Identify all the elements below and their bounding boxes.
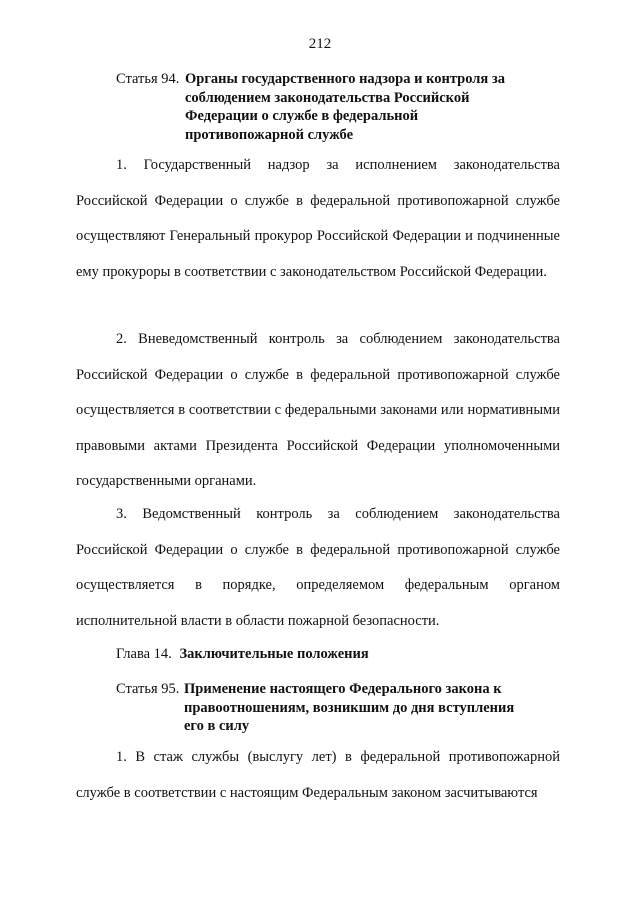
article-95-title <box>184 680 544 736</box>
article-95-label: Статья 95. <box>116 681 180 697</box>
article-94-title-line: Органы государственного надзора и контроля за <box>185 71 505 87</box>
article-94-title-line: соблюдением законодательства Российской <box>185 89 470 106</box>
page-number: 212 <box>308 36 332 52</box>
article-95-title-line: его в силу <box>184 718 250 734</box>
article-94-label: Статья 94. <box>116 71 180 87</box>
chapter-14-title: Заключительные положения <box>179 646 369 662</box>
article-94-paragraph-3: 3. Ведомственный контроль за соблюдением законодательства Российской Федерации о службе в федеральной противопожарной службе осуществляется в порядке, определяемом федеральным органом исполнительной власти в области пожарной безопасности. <box>76 506 560 629</box>
article-94-title-line: противопожарной службе <box>185 126 354 143</box>
article-94-paragraph-2: 2. Вневедомственный контроль за соблюдением законодательства Российской Федерации о службе в федеральной противопожарной службе осуществляется в соответствии с федеральными законами или нормативными правовыми актами Президента Российской Федерации уполномоченными государственными органами. <box>76 331 560 489</box>
article-94-paragraph-1: 1. Государственный надзор за исполнением законодательства Российской Федерации о службе в федеральной противопожарной службе осуществляют Генеральный прокурор Российской Федерации и подчиненные ему прокуроры в соответствии с законодательством Российской Федерации. <box>76 157 560 280</box>
chapter-14-label: Глава 14. <box>116 646 172 662</box>
article-95-title-line: Применение настоящего Федерального закона к <box>184 681 502 697</box>
article-94-title <box>185 70 545 144</box>
article-95-paragraph-1: 1. В стаж службы (выслугу лет) в федеральной противопожарной службе в соответствии с настоящим Федеральным законом засчитываются <box>76 749 560 801</box>
chapter-14-heading <box>116 645 369 663</box>
article-95-title-line: правоотношениям, возникшим до дня вступления <box>184 699 515 716</box>
article-94-title-line: Федерации о службе в федеральной <box>185 108 419 124</box>
